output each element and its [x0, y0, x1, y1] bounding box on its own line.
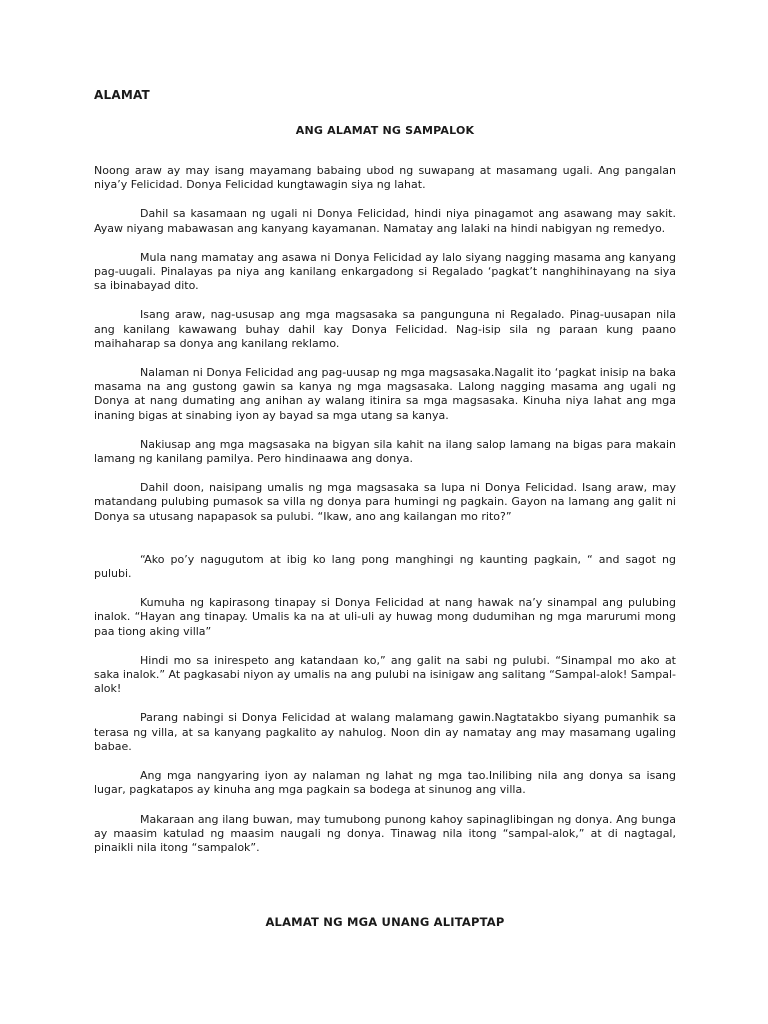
- paragraph: Isang araw, nag-ususap ang mga magsasaka sa pangunguna ni Regalado. Pinag-uusapan nila ang kanilang kawawang buhay dahil kay Donya Felicidad. Nag-isip sila ng paraan kung paano maihaharap sa donya ang kanilang reklamo.: [94, 308, 676, 350]
- story-body-sampalok: [94, 164, 676, 870]
- paragraph: Mula nang mamatay ang asawa ni Donya Felicidad ay lalo siyang nagging masama ang kanyang pag-uugali. Pinalayas pa niya ang kanilang enkargadong si Regalado ‘pagkat’t nanghihinayang na siya sa ibinabayad dito.: [94, 250, 676, 293]
- section-label: ALAMAT: [94, 88, 150, 102]
- paragraph: Ang mga nangyaring iyon ay nalaman ng lahat ng mga tao.Inilibing nila ang donya sa isang lugar, pagkatapos ay kinuha ang mga pagkain sa bodega at sinunog ang villa.: [94, 769, 676, 797]
- paragraph: Nakiusap ang mga magsasaka na bigyan sila kahit na ilang salop lamang na bigas para makain lamang ng kanilang pamilya. Pero hindinaawa ang donya.: [94, 437, 676, 466]
- paragraph: Noong araw ay may isang mayamang babaing ubod ng suwapang at masamang ugali. Ang pangalan niya’y Felicidad. Donya Felicidad kungtawagin siya ng lahat.: [94, 164, 676, 192]
- paragraph: Dahil doon, naisipang umalis ng mga magsasaka sa lupa ni Donya Felicidad. Isang araw, may matandang pulubing pumasok sa villa ng donya para humingi ng pagkain. Gayon na lamang ang galit ni Donya sa utusang napapasok sa pulubi. “Ikaw, ano ang kailangan mo rito?”: [94, 481, 676, 523]
- paragraph: Kumuha ng kapirasong tinapay si Donya Felicidad at nang hawak na’y sinampal ang pulubing inalok. “Hayan ang tinapay. Umalis ka na at uli-uli ay huwag mong dudumihan ng mga marurumi mong paa tiong aking villa”: [94, 596, 676, 638]
- paragraph: Nalaman ni Donya Felicidad ang pag-uusap ng mga magsasaka.Nagalit ito ‘pagkat inisip na baka masama na ang gustong gawin sa kanya ng mga magsasaka. Lalong nagging masama ang ugali ng Donya at nang dumating ang anihan ay walang itinira sa mga magsasaka. Kinuha niya lahat ang mga inaning bigas at sinabing iyon ay bayad sa mga utang sa kanya.: [94, 366, 676, 422]
- paragraph: Hindi mo sa inirespeto ang katandaan ko,” ang galit na sabi ng pulubi. “Sinampal mo ako at saka inalok.” At pagkasabi niyon ay umalis na ang pulubi na isinigaw ang salitang “Sampal-alok! Sampal-alok!: [94, 653, 676, 696]
- paragraph: Makaraan ang ilang buwan, may tumubong punong kahoy sapinaglibingan ng donya. Ang bunga ay maasim katulad ng maasim naugali ng donya. Tinawag nila itong “sampal-alok,” at di nagtagal, pinaikli nila itong “sampalok”.: [94, 812, 676, 854]
- paragraph: “Ako po’y nagugutom at ibig ko lang pong manghingi ng kaunting pagkain, “ and sagot ng pulubi.: [94, 552, 676, 581]
- story-title-sampalok: ANG ALAMAT NG SAMPALOK: [295, 124, 475, 137]
- story-title-alitaptap: ALAMAT NG MGA UNANG ALITAPTAP: [265, 915, 505, 929]
- paragraph: Dahil sa kasamaan ng ugali ni Donya Felicidad, hindi niya pinagamot ang asawang may sakit. Ayaw niyang mabawasan ang kanyang kayamanan. Namatay ang lalaki na hindi nabigyan ng remedyo.: [94, 207, 676, 235]
- paragraph: Parang nabingi si Donya Felicidad at walang malamang gawin.Nagtatakbo siyang pumanhik sa terasa ng villa, at sa kanyang pagkalito ay nahulog. Noon din ay namatay ang may masamang ugaling babae.: [94, 711, 676, 753]
